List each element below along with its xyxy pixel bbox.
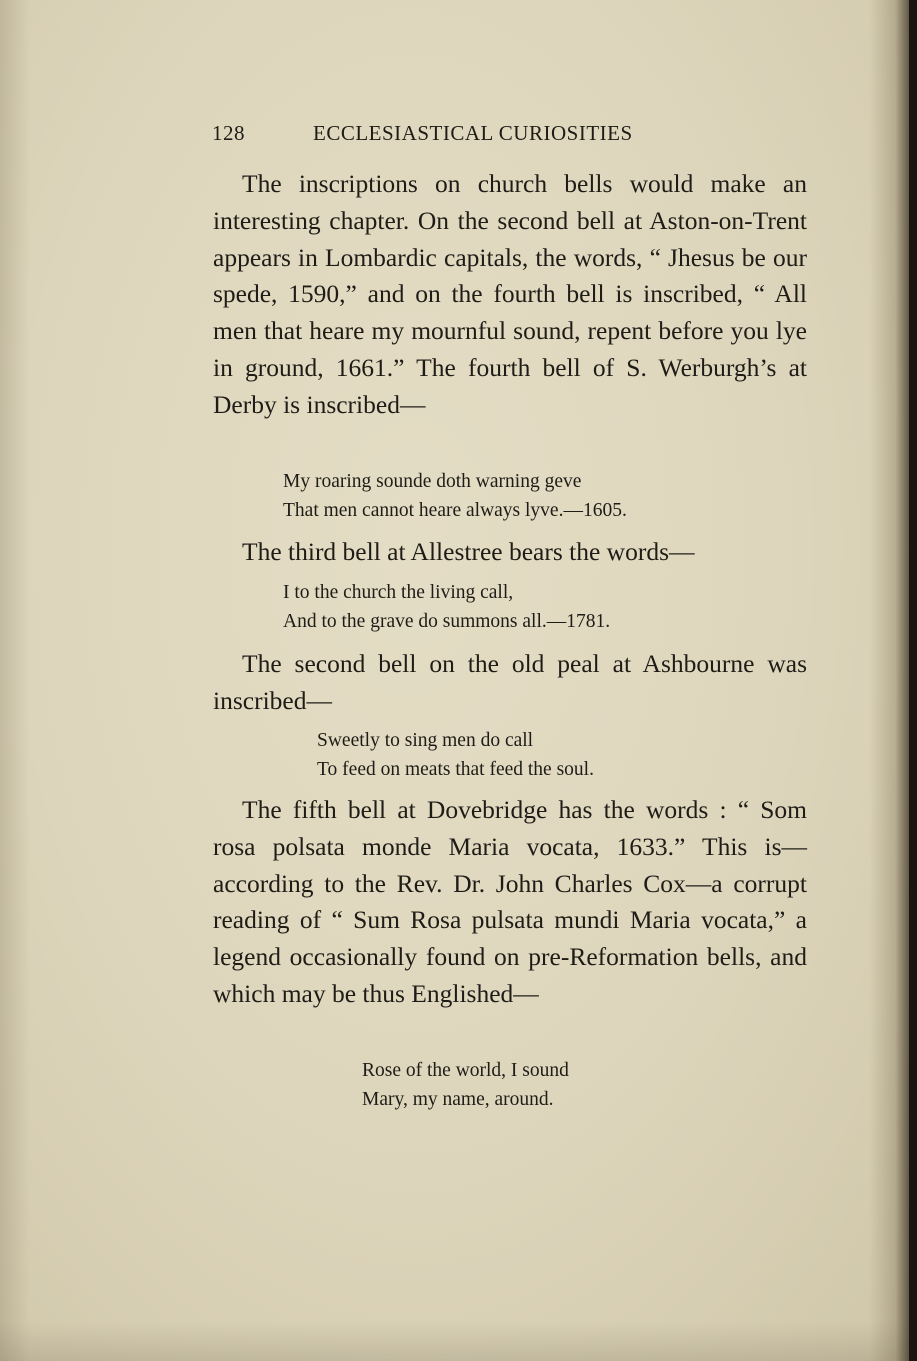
page-bottom-shading [0,1321,917,1361]
verse-ashbourne [317,727,594,784]
verse-rose-of-the-world [362,1057,569,1114]
verse-line: My roaring sounde doth warning geve [283,471,582,492]
verse-line: Mary, my name, around. [362,1088,554,1110]
verse-line: Rose of the world, I sound [362,1060,569,1081]
paragraph-ashbourne: The second bell on the old peal at Ashbourne was inscribed— [213,649,807,715]
book-edge [909,0,917,1361]
paragraph-aston-on-trent: The inscriptions on church bells would make an interesting chapter. On the second bell at Aston-on-Trent appears in Lombardic capitals, the words, “ Jhesus be our spede, 1590,” and on the fourth bell is inscribed, “ All men that heare my mournful sound, repent before you lye in ground, 1661.” The fourth bell of S. Werburgh’s at Derby is inscribed— [213,169,807,419]
page-left-shading [0,0,30,1361]
verse-line: To feed on meats that feed the soul. [317,758,594,780]
verse-line: And to the grave do summons all.—1781. [283,610,611,632]
verse-werburgh [283,468,627,525]
paragraph-dovebridge: The fifth bell at Dovebridge has the words : “ Som rosa polsata monde Maria vocata, 1633.” This is—according to the Rev. Dr. John Charles Cox—a corrupt reading of “ Sum Rosa pulsata mundi Maria vocata,” a legend occasionally found on pre-Reformation bells, and which may be thus Englished— [213,795,807,1008]
verse-line: That men cannot heare always lyve.—1605. [283,499,627,521]
verse-line: Sweetly to sing men do call [317,730,534,751]
verse-line: I to the church the living call, [283,582,514,603]
verse-allestree [283,579,610,636]
page-number: 128 [212,121,245,145]
paragraph-allestree: The third bell at Allestree bears the words— [242,537,695,566]
running-title: ECCLESIASTICAL CURIOSITIES [313,121,633,145]
